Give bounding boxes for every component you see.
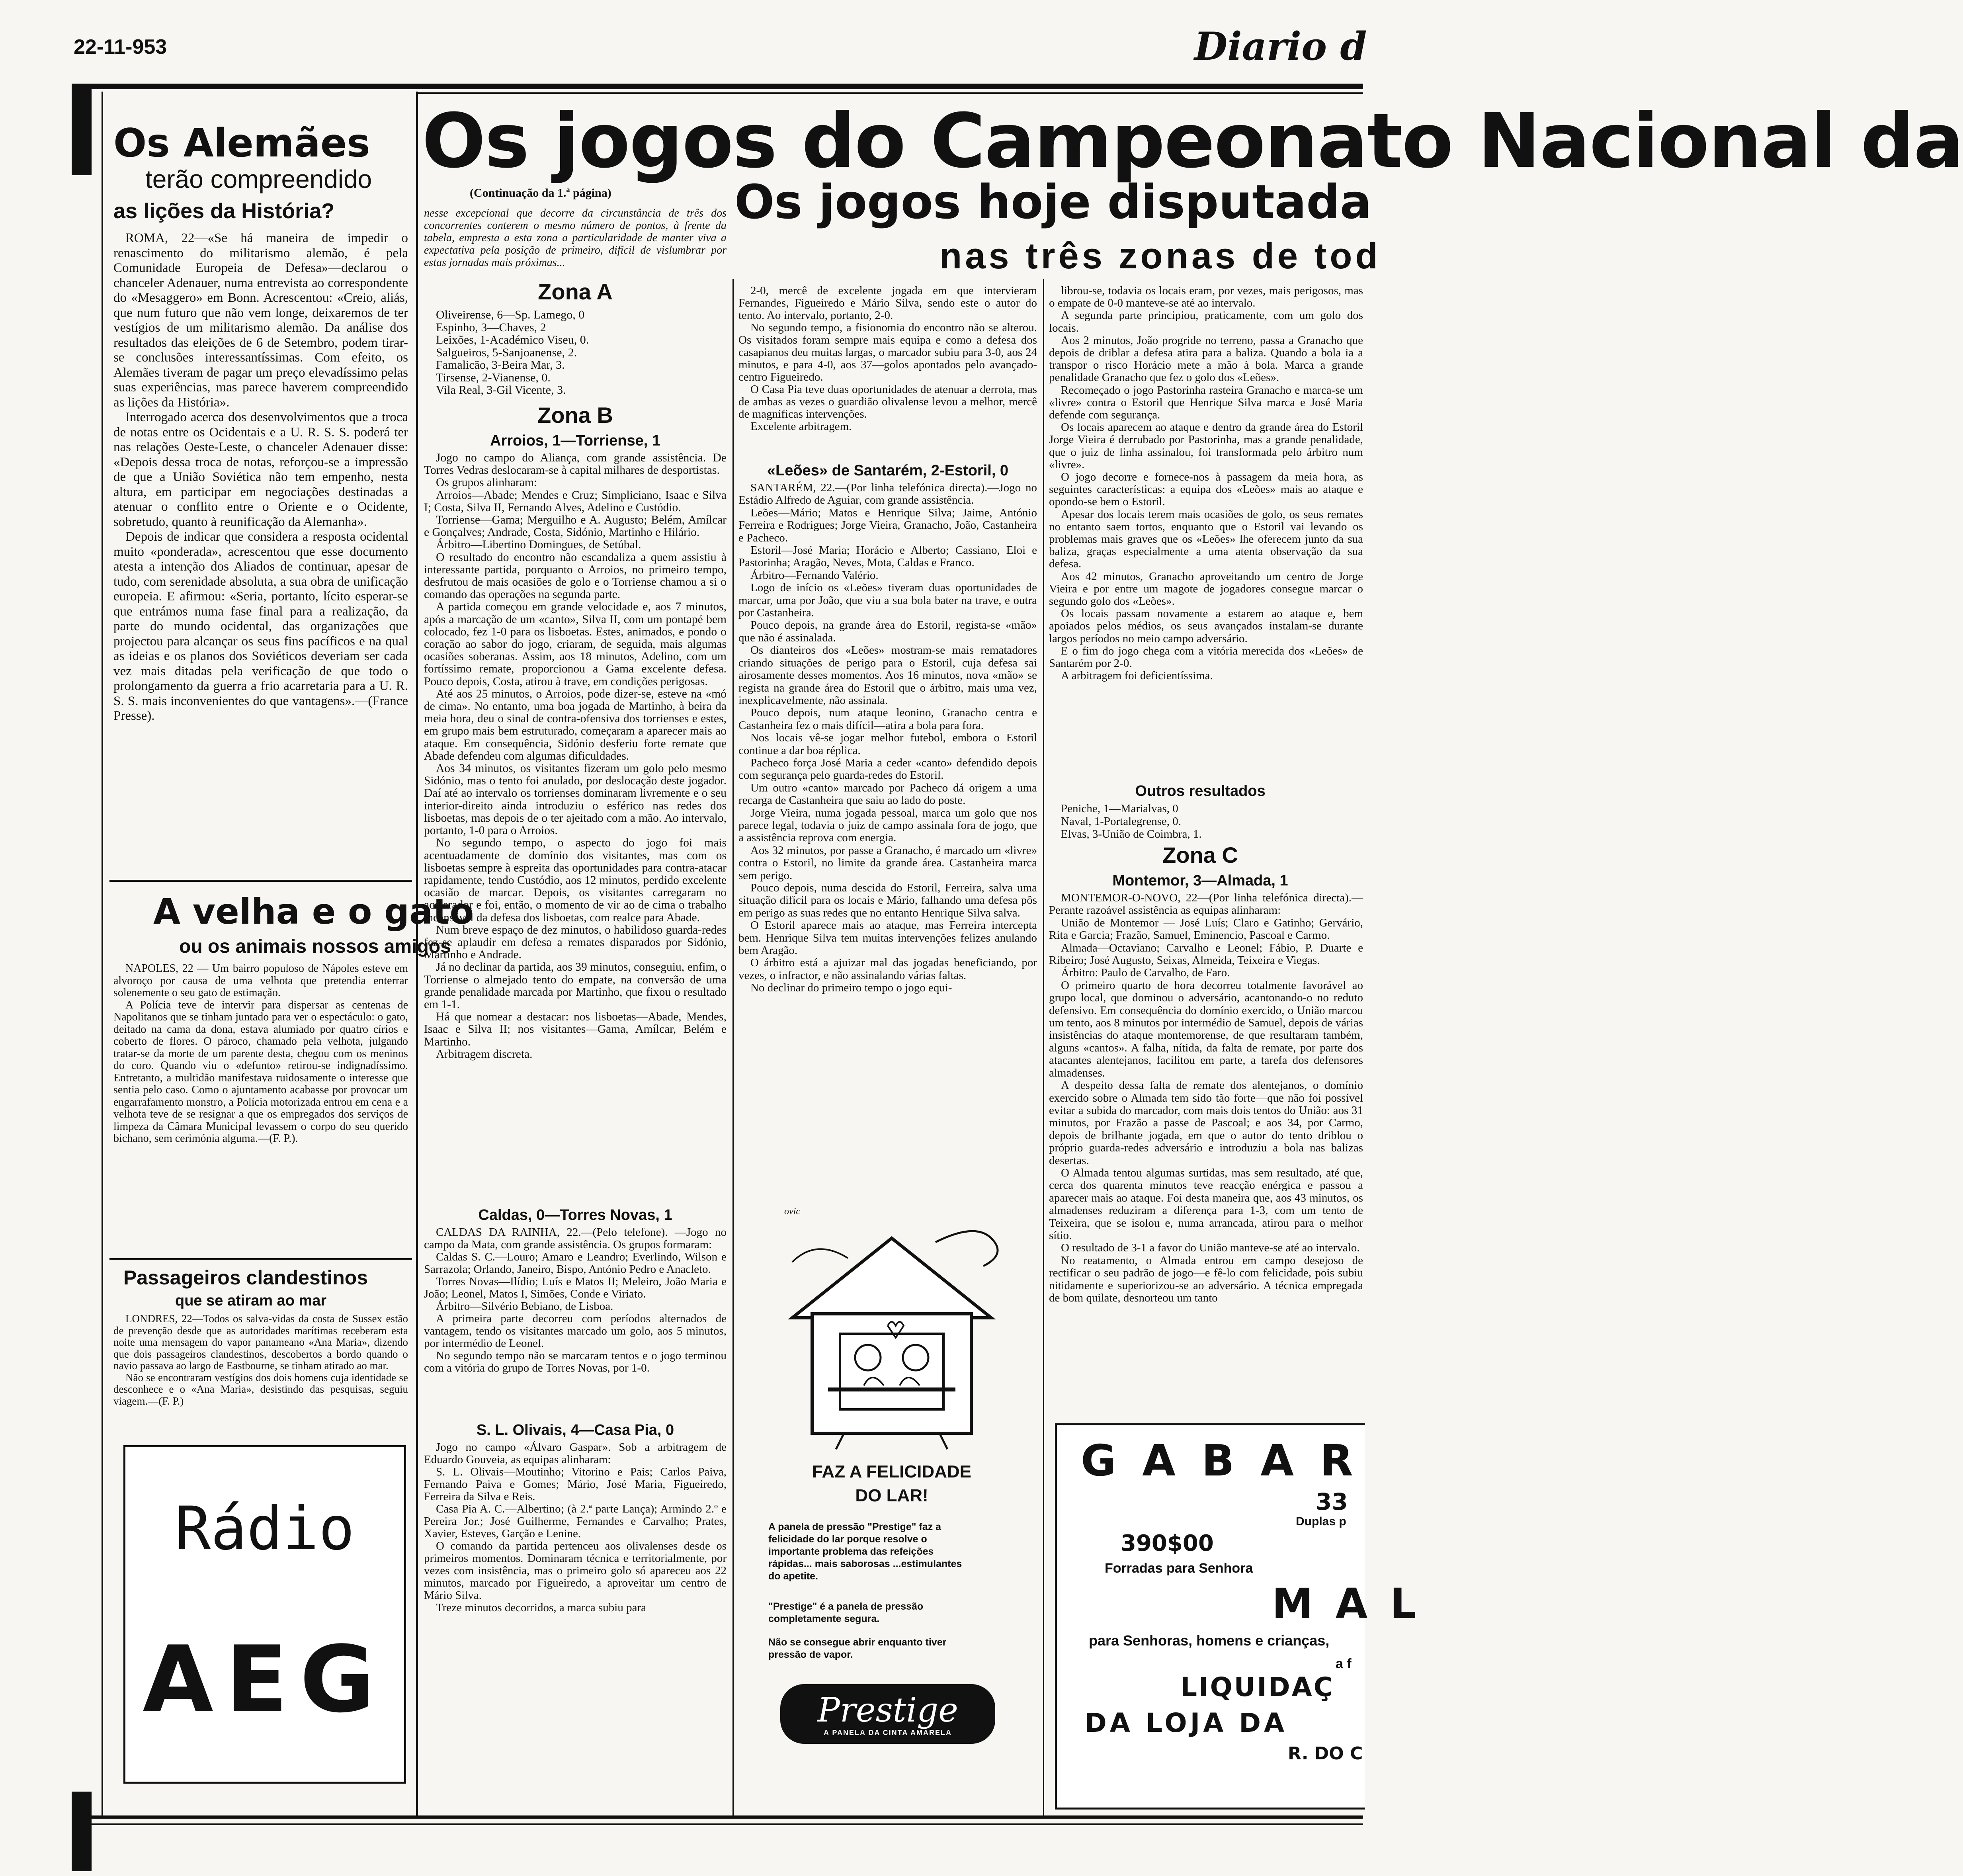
article-paragraph: Logo de início os «Leões» tiveram duas oportunidades de marcar, uma por João, que viu a sua bola bater na trave, e outra por Castanheira. [738,581,1037,619]
ad-gabar-forradas: Forradas para Senhora [1105,1561,1253,1576]
article-passageiros-subtitle: que se atiram ao mar [175,1292,327,1309]
ad-gabar-name: G A B A R [1081,1436,1359,1486]
zona-c-title: Zona C [1162,842,1238,868]
ad-gabar-rua: R. DO C [1288,1743,1363,1764]
article-paragraph: Almada—Octaviano; Carvalho e Leonel; Fábio, P. Duarte e Ribeiro; José Augusto, Seixas, Almeida, Teixeira e Viegas. [1049,941,1363,967]
article-paragraph: No declinar do primeiro tempo o jogo equi- [750,981,952,995]
article-paragraph: LONDRES, 22—Todos os salva-vidas da costa de Sussex estão de prevenção desde que as autoridades marítimas receberam esta noite uma mensagem do vapor panameano «Ana Maria», dizendo que dois passageiros clandestinos, descobertos a bordo quando o navio passava ao largo de Eastbourne, se tinham atirado ao mar. [113,1313,408,1372]
ad-gabar-af: a f [1336,1656,1352,1671]
article-paragraph: CALDAS DA RAINHA, 22.—(Pelo telefone). —Jogo no campo da Mata, com grande assistência. Os grupos formaram: [424,1226,727,1251]
article-paragraph: A segunda parte principiou, praticamente, com um golo dos locais. [1049,309,1363,334]
article-paragraph: Jorge Vieira, numa jogada pessoal, marca um golo que nos parece legal, todavia o juiz de campo assinala fora de jogo, que a assistência reprova com energia. [738,806,1037,844]
bottom-rule-thin [74,1823,1363,1825]
newspaper-masthead: Diario d [1194,24,1367,69]
article-paragraph: Não se encontraram vestígios dos dois homens cuja identidade se desconhece e o «Ana Maria», desistindo das pesquisas, seguiu viagem.—(F. P.) [113,1371,408,1407]
article-paragraph: Arroios—Abade; Mendes e Cruz; Simpliciano, Isaac e Silva I; Costa, Silva II, Fernando Alves, Adelino e Custódio. [424,489,727,514]
article-paragraph: Jogo no campo «Álvaro Gaspar». Sob a arbitragem de Eduardo Gouveia, as equipas alinharam: [424,1441,727,1466]
article-paragraph: Excelente arbitragem. [750,420,852,433]
article-paragraph: O Estoril aparece mais ao ataque, mas Ferreira intercepta bem. Henrique Silva tem muitas intervenções felizes anulando bem Aragão. [738,919,1037,957]
game-olivais-continued [738,285,1037,460]
article-paragraph: No segundo tempo não se marcaram tentos e o jogo terminou com a vitória do grupo de Torres Novas, por 1-0. [424,1349,727,1374]
article-paragraph: Pouco depois, na grande área do Estoril, regista-se «mão» que não é assinalada. [738,619,1037,644]
ad-prestige [744,1206,1039,1812]
article-paragraph: Árbitro: Paulo de Carvalho, de Faro. [1061,966,1230,979]
article-paragraph: Até aos 25 minutos, o Arroios, pode dizer-se, esteve na «mó de cima». No entanto, uma boa jogada de Martinho, à beira da meia hora, deu o sinal de contra-ofensiva dos torrienses e estes, em grupo mais bem estruturado, começaram a aparecer mais ao ataque. Em consequência, Sidónio desferiu forte remate que Abade defendeu com algumas dificuldades. [424,687,727,762]
left-margin-bar-bottom [72,1792,92,1871]
result-line: Oliveirense, 6—Sp. Lamego, 0 [436,308,585,321]
outros-resultados-list [1061,802,1340,840]
ad-radio-text: Rádio [175,1494,355,1563]
ad-prestige-text-1: A panela de pressão "Prestige" faz a felicidade do lar porque resolve o importante problema das refeições rápidas... mais saborosas ...estimulantes do apetite. [768,1521,962,1582]
article-paragraph: Os locais aparecem ao ataque e dentro da grande área do Estoril Jorge Vieira é derrubado por Pastorinha, mas a grande penalidade, que o juiz de linha assinalou, foi transformada pelo árbitro num «livre». [1049,421,1363,471]
article-paragraph: 2-0, mercê de excelente jogada em que intervieram Fernandes, Figueiredo e Mário Silva, sendo este o autor do tento. Ao intervalo, portanto, 2-0. [738,284,1037,322]
article-paragraph: Um outro «canto» marcado por Pacheco dá origem a uma recarga de Castanheira que saiu ao lado do poste. [738,781,1037,807]
game-leoes-continued [1049,285,1363,778]
zona-b-title: Zona B [537,403,613,428]
article-paragraph: Jogo no campo do Aliança, com grande assistência. De Torres Vedras deslocaram-se à capital milhares de desportistas. [424,451,727,477]
issue-date: 22-11-953 [74,35,167,59]
ad-gabar-loja: DA LOJA DA [1085,1708,1288,1738]
article-paragraph: Recomeçado o jogo Pastorinha rasteira Granacho e marca-se um «livre» contra o Estoril que Henrique Silva marca e José Maria defende com segurança. [1049,383,1363,422]
article-paragraph: Torres Novas—Ilídio; Luís e Matos II; Meleiro, João Maria e João; Leonel, Matos I, Simões, Conde e Viriato. [424,1275,727,1300]
result-line: Leixões, 1-Académico Viseu, 0. [436,333,589,346]
article-paragraph: S. L. Olivais—Moutinho; Vitorino e Pais; Carlos Paiva, Fernando Paiva e Gomes; Mário, José Maria, Figueiredo, Ferreira da Silva e Reis. [424,1466,727,1503]
column-separator-3 [1043,279,1044,1815]
article-paragraph: Há que nomear a destacar: nos lisboetas—Abade, Mendes, Isaac e Silva II; nos visitantes—Gama, Amílcar, Belém e Martinho. [424,1010,727,1048]
article-passageiros-body [113,1313,408,1432]
article-paragraph: O comando da partida pertenceu aos olivalenses desde os primeiros momentos. Dominaram técnica e territorialmente, por vezes com insistência, mas o primeiro golo só apareceu aos 22 minutos, marcado por Figueiredo, a aproveitar um centro de Mário Silva. [424,1540,727,1602]
article-paragraph: Árbitro—Libertino Domingues, de Setúbal. [436,538,641,551]
article-paragraph: Arbitragem discreta. [436,1047,533,1061]
article-paragraph: NAPOLES, 22 — Um bairro populoso de Nápoles esteve em alvoroço por causa de uma velhota que pretendia enterrar solenemente o seu gato de estimação. [113,962,408,999]
article-paragraph: No segundo tempo, o aspecto do jogo foi mais acentuadamente de domínio dos visitantes, mas com os lisboetas sempre à espreita das oportunidades para contra-atacar rapidamente, tendo Custódio, aos 12 minutos, perdido excelente ocasião de marcar. Depois, os visitantes carregaram no acelerador e foi, então, o momento de vir ao de cima o trabalho incansável da defesa dos lisboetas, com realce para Abade. [424,836,727,924]
ad-gabar-price-1: 33 [1316,1488,1348,1515]
left-margin-line [102,92,103,1815]
article-paragraph: Os locais passam novamente a estarem ao ataque e, bem apoiados pelos médios, os seus avançados instalam-se durante largos períodos no meio campo adversário. [1049,607,1363,645]
game-olivais-body [424,1441,727,1812]
game-arroios-title: Arroios, 1—Torriense, 1 [490,432,660,449]
article-paragraph: ROMA, 22—«Se há maneira de impedir o renascimento do militarismo alemão, é pela Comunidade Europeia de Defesa»—declarou o chanceler Adenauer, numa entrevista ao correspondente do «Mesaggero» em Bonn. Acrescentou: «Creio, aliás, que num futuro que não vem longe, deixaremos de ter vestígios de um militarismo alemão. Da análise dos resultados das eleições de 6 de Setembro, podem tirar-se conclusões interessantíssimas. Com efeito, os Alemães tiveram de pagar um preço elevadíssimo pelas suas experiências, mas parece haverem compreendido as lições da História». [113,231,408,410]
result-line: Elvas, 3-União de Coimbra, 1. [1061,828,1202,840]
article-paragraph: Aos 42 minutos, Granacho aproveitando um centro de Jorge Vieira e por entre um magote de jogadores consegue marcar o segundo golo dos «Leões». [1049,570,1363,608]
ad-gabar [1055,1423,1420,1810]
result-line: Tirsense, 2-Vianense, 0. [436,371,551,384]
game-olivais-title: S. L. Olivais, 4—Casa Pia, 0 [476,1422,674,1438]
article-paragraph: A primeira parte decorreu com períodos alternados de vantagem, tendo os visitantes marcado um golo, aos 5 minutos, por intermédio de Leonel. [424,1312,727,1350]
bottom-rule [74,1815,1363,1819]
illustrator-signature: ovic [784,1206,800,1217]
article-paragraph: A partida começou em grande velocidade e, aos 7 minutos, após a marcação de um «canto», Silva II, com um pontapé bem colocado, fez 1-0 para os lisboetas. Estes, animados, e pondo o coração ao sabor do jogo, criaram, de seguida, mais algumas ocasiões soberanas. Assim, aos 18 minutos, Adelino, com um fortíssimo remate, proporcionou a Gama excelente defesa. Pouco depois, Costa, atirou à trave, em condições perigosas. [424,600,727,688]
article-paragraph: Estoril—José Maria; Horácio e Alberto; Cassiano, Eloi e Pastorinha; Aragão, Neves, Mota, Caldas e Franco. [738,544,1037,569]
article-paragraph: O jogo decorre e fornece-nos à passagem da meia hora, as seguintes características: a equipa dos «Leões» mais ao ataque e opondo-se bem o Estoril. [1049,471,1363,508]
article-paragraph: SANTARÉM, 22.—(Por linha telefónica directa).—Jogo no Estádio Alfredo de Aguiar, com grande assistência. [738,481,1037,507]
article-alemaes-title: Os Alemães [113,121,370,166]
article-paragraph: E o fim do jogo chega com a vitória merecida dos «Leões» de Santarém por 2-0. [1049,644,1363,670]
article-paragraph: O primeiro quarto de hora decorreu totalmente favorável ao grupo local, que dominou o adversário, acantonando-o no reduto defensivo. Em consequência do domínio exercido, o União marcou um tento, aos 8 minutos por intermédio de Samuel, depois de várias insistências do ataque montemorense, de que resultaram também, alguns «cantos». A falha, nítida, da falta de remate, por parte dos atacantes alentejanos, facilitou em parte, a tarefa dos defensores almadenses. [1049,979,1363,1079]
ad-aeg-logo: AEG [143,1627,387,1733]
article-paragraph: librou-se, todavia os locais eram, por vezes, mais perigosos, mas o empate de 0-0 manteve-se até ao intervalo. [1049,284,1363,310]
game-montemor-title: Montemor, 3—Almada, 1 [1112,872,1288,889]
article-paragraph: Os dianteiros dos «Leões» mostram-se mais rematadores criando situações de perigo para o Estoril, cuja defesa sai airosamente desses momentos. Aos 16 minutos, nova «mão» se regista na grande área do Estoril que o árbitro, mais uma vez, inexplicavelmente, não assinala. [738,644,1037,707]
ad-slogan-line-2: DO LAR! [855,1486,928,1505]
article-paragraph: Aos 2 minutos, João progride no terreno, passa a Granacho que depois de driblar a defesa atira para a baliza. Quando a bola ia a transpor o risco Horácio mete a mão à bola. Marca a grande penalidade Granacho que fez o golo dos «Leões». [1049,334,1363,384]
article-alemaes-subtitle-2: as lições da História? [113,199,335,223]
article-divider [109,880,412,882]
result-line: Salgueiros, 5-Sanjoanense, 2. [436,346,577,359]
article-paragraph: Apesar dos locais terem mais ocasiões de golo, os seus remates no entanto saem tortos, enquanto que o Estoril vai levando os problemas mais graves que os «Leões» lhe oferecem junto da sua baliza, graças especialmente a uma atenta observação da sua defesa. [1049,508,1363,571]
prestige-tagline: A PANELA DA CINTA AMARELA [824,1729,952,1737]
ad-gabar-price-2: 390$00 [1121,1530,1214,1556]
game-caldas-title: Caldas, 0—Torres Novas, 1 [478,1207,672,1223]
intro-text: nesse excepcional que decorre da circunstância de três dos concorrentes conterem o mesmo número de pontos, à frente da tabela, empresta a esta zona a particularidade de manter viva a expectativa pela posição de primeiro, difícil de vislumbrar por estas jornadas mais próximas... [424,207,727,269]
article-paragraph: Treze minutos decorridos, a marca subiu para [436,1601,647,1614]
ad-gabar-mal: M A L [1272,1579,1420,1628]
top-rule-thin [418,92,1363,94]
article-passageiros-title: Passageiros clandestinos [123,1266,368,1289]
left-margin-bar-top [72,84,92,175]
result-line: Espinho, 3—Chaves, 2 [436,320,546,334]
article-paragraph: O árbitro está a ajuizar mal das jogadas beneficiando, por vezes, o infractor, e não assinalando várias faltas. [738,956,1037,982]
top-rule [74,84,1363,89]
game-caldas-body [424,1226,727,1417]
article-paragraph: Caldas S. C.—Louro; Amaro e Leandro; Everlindo, Wilson e Sarrazola; Orlando, Janeiro, Bispo, António Pedro e Anacleto. [424,1251,727,1276]
article-paragraph: O resultado do encontro não escandaliza a quem assistiu à interessante partida, porquanto o Arroios, no primeiro tempo, desfrutou de mais ocasiões de golo e o Torriense chamou a si o comando das operações na segunda parte. [424,551,727,601]
article-gato-body [113,963,408,1253]
ad-radio-aeg [123,1445,406,1784]
article-paragraph: O resultado de 3-1 a favor do União manteve-se até ao intervalo. [1061,1241,1360,1255]
column-separator-2 [732,279,734,1815]
ad-prestige-text-2: "Prestige" é a panela de pressão completamente segura. [768,1601,924,1624]
article-paragraph: O Almada tentou algumas surtidas, mas sem resultado, até que, cerca dos quarenta minutos teve reacção enérgica e passou a aparecer mais ao ataque. Foi desta maneira que, aos 43 minutos, os almadenses reduziram a diferença para 1-3, com um tento de Teixeira, que se isolou e, numa arrancada, atirou para o melhor sítio. [1049,1166,1363,1242]
zona-a-results [436,309,727,397]
article-paragraph: Pacheco força José Maria a ceder «canto» defendido depois com segurança pelo guarda-redes do Estoril. [738,756,1037,782]
game-leoes-body [738,482,1037,1198]
result-line: Famalicão, 3-Beira Mar, 3. [436,358,565,371]
article-paragraph: A Polícia teve de intervir para dispersar as centenas de Napolitanos que se tinham juntado para ver o espectáculo: o gato, deitado na cama da dona, estava alumiado por quatro círios e coberto de flores. O pároco, chamado pela velhota, julgando tratar-se da morte de um parente desta, chegou com os meninos do coro. Quando viu o «defunto» retirou-se indignadíssimo. Entretanto, a multidão manifestava ruidosamente o interesse que sentia pelo caso. Como o ajuntamento acabasse por provocar um engarrafamento monstro, a Polícia motorizada entrou em cena e a velhota teve de se resignar a que os empregados dos serviços de limpeza da Câmara Municipal levassem o corpo do seu querido bichano, sem cerimónia alguma.—(F. P.). [113,999,408,1145]
article-paragraph: Casa Pia A. C.—Albertino; (à 2.ª parte Lança); Armindo 2.º e Pereira Jor.; José Guilherme, Fernandes e Carvalho; Prates, Xavier, Esteves, Garção e Lenine. [424,1503,727,1540]
zona-a-title: Zona A [538,279,613,304]
result-line: Vila Real, 3-Gil Vicente, 3. [436,383,566,397]
article-paragraph: No reatamento, o Almada entrou em campo desejoso de rectificar o seu padrão de jogo—e fê-lo com felicidade, pois subiu nitidamente e superiorizou-se ao adversário. A técnica empregada de bom quilate, desnorteou um tanto [1049,1254,1363,1304]
main-headline: Os jogos do Campeonato Nacional da [422,98,1963,185]
article-paragraph: A despeito dessa falta de remate dos alentejanos, o domínio exercido sobre o Almada tem sido tão forte—que não foi possível evitar a subida do marcador, com mais dois tentos do União: aos 31 minutos, por Frazão a passe de Pascoal; e aos 34, por Carmo, depois de brilhante jogada, em que o autor do tento driblou o próprio guarda-redes adversário e introduziu a bola nas balizas desertas. [1049,1079,1363,1167]
article-paragraph: Pouco depois, numa descida do Estoril, Ferreira, salva uma situação difícil para os locais e Mário, falhando uma defesa pôs em perigo as suas redes que no entanto Henrique Silva salva. [738,881,1037,919]
continuation-note: (Continuação da 1.ª página) [470,186,611,199]
article-paragraph: Nos locais vê-se jogar melhor futebol, embora o Estoril continue a dar boa réplica. [738,731,1037,757]
outros-resultados-title: Outros resultados [1135,783,1266,799]
article-paragraph: Já no declinar da partida, aos 39 minutos, conseguiu, enfim, o Torriense o almejado tento do empate, na conversão de uma grande penalidade marcada por Martinho, que fixou o resultado em 1-1. [424,961,727,1011]
article-paragraph: Árbitro—Fernando Valério. [750,569,879,582]
article-alemaes-body [113,231,408,872]
house-illustration [768,1214,1015,1453]
article-paragraph: A arbitragem foi deficientíssima. [1061,669,1213,682]
article-paragraph: Aos 34 minutos, os visitantes fizeram um golo pelo mesmo Sidónio, mas o tento foi anulado, por deslocação deste jogador. Daí até ao intervalo os torrienses dominaram livremente e o seu interior-direito ainda introduziu o esférico nas redes dos lisboetas, mas depois de o ter ajeitado com a mão. Ao intervalo, portanto, 1-0 para o Arroios. [424,762,727,837]
game-arroios-body [424,452,727,1200]
article-divider [109,1258,412,1260]
game-leoes-title: «Leões» de Santarém, 2-Estoril, 0 [767,462,1009,479]
article-paragraph: Torriense—Gama; Merguilho e A. Augusto; Belém, Amílcar e Gonçalves; Andrade, Costa, Sidónio, Martinho e Hilário. [424,514,727,539]
article-paragraph: Pouco depois, num ataque leonino, Granacho centra e Castanheira fez o mais difícil—atira a bola para fora. [738,706,1037,732]
article-paragraph: O Casa Pia teve duas oportunidades de atenuar a derrota, mas de ambas as vezes o guardião olivalense levou a melhor, mercê de magníficas intervenções. [738,383,1037,420]
ad-slogan-line-1: FAZ A FELICIDADE [812,1462,972,1481]
article-paragraph: MONTEMOR-O-NOVO, 22—(Por linha telefónica directa).—Perante razoável assistência as equipas alinharam: [1049,891,1363,917]
article-alemaes-subtitle-1: terão compreendido [145,165,372,193]
article-paragraph: Aos 32 minutos, por passe a Granacho, é marcado um «livre» contra o Estoril, no limite da grande área. Castanheira marca sem perigo. [738,844,1037,882]
main-subheadline-2: nas três zonas de tod [940,236,1381,276]
article-paragraph: Depois de indicar que considera a resposta ocidental muito «ponderada», acrescentou que esse documento atesta a intenção dos Aliados de continuar, apesar de tudo, com serenidade absoluta, a sua obra de unificação europeia. E afirmou: «Seria, portanto, lícito esperar-se que entrámos numa fase final para a realização, da parte do mundo ocidental, das organizações que projectou para alcançar os seus fins pacíficos e na qual as ideias e os planos dos Soviéticos deveriam ser cada vez mais ditadas pela verificação de que todo o prolongamento da guerra a frio acarretaria para a U. R. S. S. mais inconvenientes do que vantagens».—(France Presse). [113,530,408,723]
article-gato-title: A velha e o gato [153,891,474,932]
main-subheadline-1: Os jogos hoje disputada [734,174,1372,229]
article-paragraph: Árbitro—Silvério Bebiano, de Lisboa. [436,1300,613,1313]
ad-gabar-liquidacao: LIQUIDAÇ [1180,1672,1335,1702]
ad-prestige-text-3: Não se consegue abrir enquanto tiver pressão de vapor. [768,1637,947,1660]
article-gato-subtitle: ou os animais nossos amigos [179,936,451,957]
article-paragraph: Interrogado acerca dos desenvolvimentos que a troca de notas entre os Ocidentais e a U. R. S. S. poderá ter nas relações Oeste-Leste, o chanceler Adenauer disse: «Depois dessa troca de notas, reforçou-se a impressão de que a União Soviética não tem empenho, nesta altura, em participar em negociações destinadas a atenuar o conflito entre o Oriente e o Ocidente, sobretudo, quanto à reunificação da Alemanha». [113,410,408,529]
article-paragraph: Leões—Mário; Matos e Henrique Silva; Jaime, António Ferreira e Rodrigues; Jorge Vieira, Granacho, João, Castanheira e Pacheco. [738,506,1037,544]
article-paragraph: Os grupos alinharam: [436,476,537,489]
result-line: Naval, 1-Portalegrense, 0. [1061,815,1181,828]
game-montemor-body [1049,892,1363,1413]
ad-gabar-duplas: Duplas p [1296,1515,1346,1528]
result-line: Peniche, 1—Marialvas, 0 [1061,802,1178,815]
article-paragraph: União de Montemor — José Luís; Claro e Gatinho; Gervário, Rita e Garcia; Frazão, Samuel, Eminencio, Pascoal e Carmo. [1049,916,1363,942]
prestige-logo-text: Prestige [817,1690,958,1729]
prestige-logo-badge [780,1684,995,1744]
ad-gabar-publico: para Senhoras, homens e crianças, [1089,1632,1330,1649]
article-paragraph: No segundo tempo, a fisionomia do encontro não se alterou. Os visitados foram sempre mais equipa e como a defesa dos casapianos deu muitas largas, o marcador subiu para 3-0, aos 24 minutos, e para 4-0, aos 37—golos apontados pelo avançado-centro Figueiredo. [738,321,1037,383]
article-paragraph: Num breve espaço de dez minutos, o habilidoso guarda-redes fez-se aplaudir em defesa a remates disparados por Sidónio, Martinho e Andrade. [424,923,727,961]
